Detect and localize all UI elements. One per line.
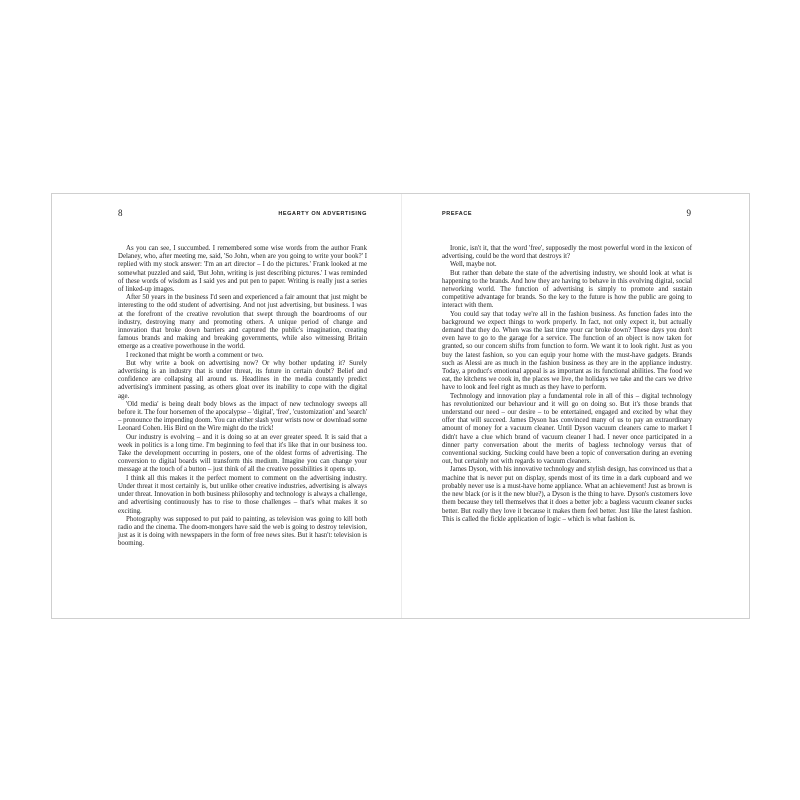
page-number: 9: [686, 208, 691, 218]
paragraph: As you can see, I succumbed. I remembered some wise words from the author Frank Delaney, who, after meeting me, said, 'So John, when are you going to write your book?' I replied with my stock answer: 'I'm an art director – I do the pictures.' Frank looked at me somewhat puzzled and said, 'But John, writing is just describing pictures.' I was reminded of these words of wisdom as I said yes and put pen to paper. Writing is really just a series of linked-up images.: [118, 245, 367, 294]
paragraph: But rather than debate the state of the advertising industry, we should look at what is happening to the brands. And how they are having to behave in this evolving digital, social networking world. The function of advertising is simply to promote and sustain competitive advantage for brands. So the key to the future is how the public are going to interact with them.: [442, 269, 692, 310]
paragraph: Well, maybe not.: [450, 261, 497, 269]
paragraph: Technology and innovation play a fundamental role in all of this – digital technology has revolutionized our behaviour and it will go on doing so. But it's those brands that understand our need – our desire – to be entertained, engaged and excited by what they offer that will succeed. James Dyson has convinced many of us to pay an extraordinary amount of money for a vacuum cleaner. Until Dyson vacuum cleaners came to market I didn't have a clue which brand of vacuum cleaner I had. I never once participated in a dinner party conversation about the merits of bagless technology versus that of conventional sucking. Sucking could have been a topic of conversation during an evening out, but certainly not with regards to vacuum cleaners.: [442, 392, 692, 466]
paragraph: But why write a book on advertising now? Or why bother updating it? Surely advertising is an industry that is under threat, its future in certain doubt? Belief and confidence are collapsing all around us. Headlines in the media constantly predict advertising's imminent passing, as others gloat over its inability to cope with the digital age.: [118, 359, 367, 400]
paragraph: I reckoned that might be worth a comment or two.: [126, 351, 264, 359]
running-head: HEGARTY ON ADVERTISING: [278, 211, 367, 217]
left-page: [52, 194, 402, 618]
running-head: PREFACE: [442, 211, 473, 217]
paragraph: Photography was supposed to put paid to painting, as television was going to kill both radio and the cinema. The doom-mongers have said the web is going to destroy television, just as it is doing with newspapers in the form of free news sites. But it hasn't: television is booming.: [118, 515, 367, 548]
paragraph: Our industry is evolving – and it is doing so at an ever greater speed. It is said that a week in politics is a long time. I'm beginning to feel that it's like that in our business too. Take the development occurring in posters, one of the oldest forms of advertising. The conversion to digital boards will transform this medium. Imagine you can change your message at the touch of a button – just think of all the creative possibilities it opens up.: [118, 433, 367, 474]
paragraph: You could say that today we're all in the fashion business. As function fades into the background we expect things to work properly. In fact, not only expect it, but actually demand that they do. When was the last time your car broke down? These days you don't even have to go to the garage for a service. The function of an object is now taken for granted, so our concern shifts from function to form. We want it to look right. Just as you buy the latest fashion, so you can equip your home with the must-have gadgets. Brands such as Alessi are as much in the fashion business as they are in the appliance industry. Today, a product's emotional appeal is as important as its functional abilities. The food we eat, the kitchens we cook in, the places we live, the holidays we take and the cars we drive have to look and feel right as much as they have to perform.: [442, 310, 692, 392]
book-spread: [51, 193, 750, 619]
right-page: [402, 194, 751, 618]
page-number: 8: [118, 208, 123, 218]
body-text: [442, 245, 692, 524]
right-page-header: [442, 208, 691, 225]
paragraph: James Dyson, with his innovative technology and stylish design, has convinced us that a machine that is never put on display, spends most of its time in a dark cupboard and we probably never use is a must-have home appliance. What an achievement! Just as brown is the new black (or is it the new blue?), a Dyson is the thing to have. Dyson's customers love them because they tell themselves that it does a better job: a bagless vacuum cleaner sucks better. But really they love it because it makes them feel better. Just like the latest fashion. This is called the fickle application of logic – which is what fashion is.: [442, 466, 692, 523]
paragraph: After 50 years in the business I'd seen and experienced a fair amount that just might be interesting to the odd student of advertising. And not just advertising, but business. I was at the forefront of the creative revolution that swept through the boardrooms of our industry, destroying many and promoting others. A unique period of change and innovation that broke down barriers and captured the public's imagination, creating famous brands and making and breaking governments, while also witnessing Britain emerge as a creative powerhouse in the world.: [118, 294, 367, 351]
body-text: [118, 245, 367, 549]
left-page-header: [118, 208, 367, 225]
paragraph: I think all this makes it the perfect moment to comment on the advertising industry. Under threat it most certainly is, but unlike other creative industries, advertising is always under threat. Innovation in both business philosophy and technology is always a challenge, and advertising continuously has to rise to those challenges – that's what makes it so exciting.: [118, 474, 367, 515]
paragraph: Ironic, isn't it, that the word 'free', supposedly the most powerful word in the lexicon of advertising, could be the word that destroys it?: [442, 245, 692, 261]
paragraph: 'Old media' is being dealt body blows as the impact of new technology sweeps all before it. The four horsemen of the apocalypse – 'digital', 'free', 'customization' and 'search' – pronounce the impending doom. You can either slash your wrists now or download some Leonard Cohen. His Bird on the Wire might do the trick!: [118, 400, 367, 433]
